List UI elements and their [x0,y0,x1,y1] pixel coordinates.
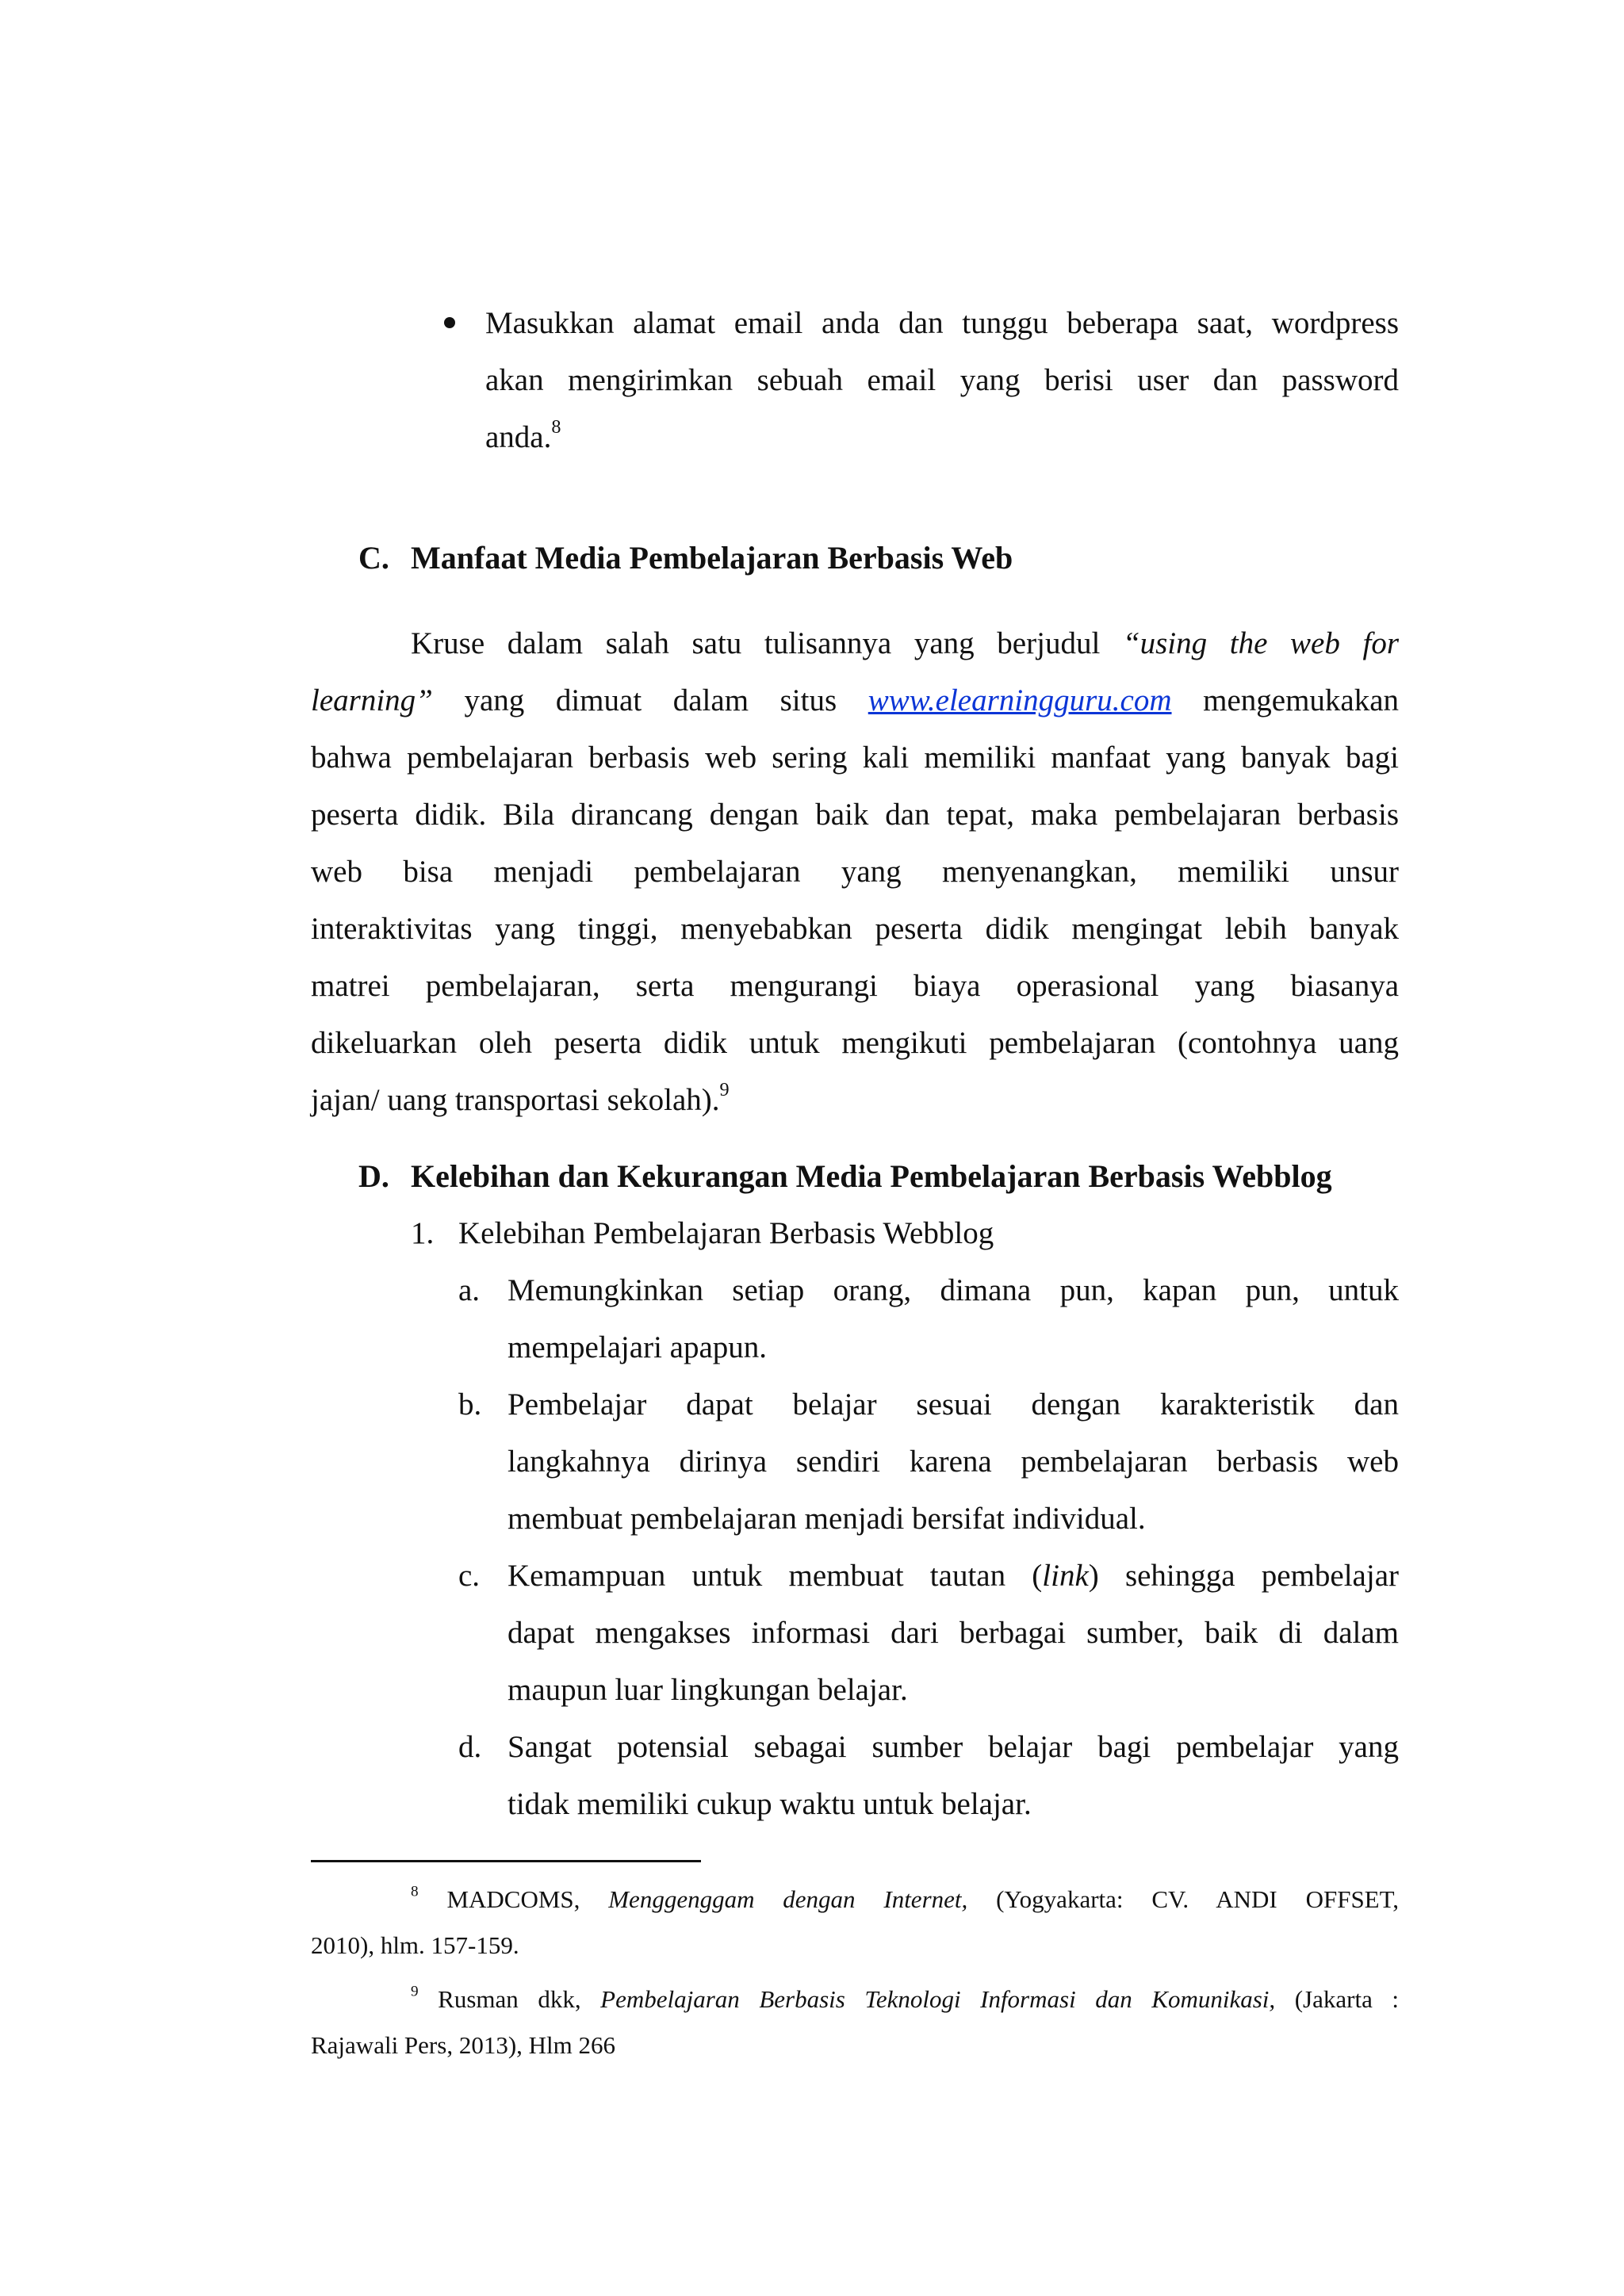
item-b-line-3: membuat pembelajaran menjadi bersifat individual. [508,1502,1146,1536]
item-b-label: b. [458,1387,482,1422]
bullet-line-1: Masukkan alamat email anda dan tunggu beberapa saat, wordpress [485,306,1399,340]
item-b-line-1: Pembelajar dapat belajar sesuai dengan karakteristik dan [508,1387,1399,1422]
elearningguru-link[interactable]: www.elearningguru.com [868,683,1172,718]
para-c-line-3: bahwa pembelajaran berbasis web sering kali memiliki manfaat yang banyak bagi [311,740,1399,775]
para-c-line-7: matrei pembelajaran, serta mengurangi biaya operasional yang biasanya [311,969,1399,1003]
para-c-line-9: jajan/ uang transportasi sekolah).$^9$ [311,1078,730,1117]
footnote-8-line-2: 2010), hlm. 157-159. [311,1931,519,1959]
footnote-9-line-1: $^9$ Rusman dkk, Pembelajaran Berbasis Teknologi Informasi dan Komunikasi, (Jakarta : [411,1983,1400,2013]
footnote-9-line-2: Rajawali Pers, 2013), Hlm 266 [311,2031,616,2059]
item-a-label: a. [458,1273,481,1307]
para-c-line-2: learning” yang dimuat dalam situs www.elearningguru.com mengemukakan [311,683,1400,718]
bullet-line-3: anda.$^8$ [485,415,561,454]
para-c-line-6: interaktivitas yang tinggi, menyebabkan peserta didik mengingat lebih banyak [311,912,1399,946]
sub1-title: Kelebihan Pembelajaran Berbasis Webblog [458,1216,994,1250]
item-c-line-1: Kemampuan untuk membuat tautan (link) sehingga pembelajar [508,1559,1399,1593]
item-b-line-2: langkahnya dirinya sendiri karena pembelajaran berbasis web [508,1445,1399,1479]
footnote-8-line-1: $^8$ MADCOMS, Menggenggam dengan Internet, (Yogyakarta: CV. ANDI OFFSET, [411,1883,1400,1913]
para-c-line-4: peserta didik. Bila dirancang dengan baik dan tepat, maka pembelajaran berbasis [311,798,1399,832]
footnote-ref-8[interactable]: 8 [551,415,561,438]
item-d-label: d. [458,1730,482,1764]
para-c-line-1: Kruse dalam salah satu tulisannya yang berjudul “using the web for [411,626,1400,660]
sub1-label: 1. [411,1216,435,1250]
para-c-line-8: dikeluarkan oleh peserta didik untuk mengikuti pembelajaran (contohnya uang [311,1026,1399,1060]
para-c-line-5: web bisa menjadi pembelajaran yang menyenangkan, memiliki unsur [311,855,1399,889]
bullet-icon [444,317,455,328]
footnote-ref-9[interactable]: 9 [719,1078,730,1100]
item-d-line-2: tidak memiliki cukup waktu untuk belajar. [508,1787,1032,1821]
item-c-line-2: dapat mengakses informasi dari berbagai sumber, baik di dalam [508,1616,1399,1650]
bullet-line-2: akan mengirimkan sebuah email yang berisi user dan password [485,363,1399,397]
footnote-separator [311,1860,701,1862]
section-c-title: Manfaat Media Pembelajaran Berbasis Web [411,540,1013,576]
section-c-label: C. [358,540,389,576]
item-a-line-2: mempelajari apapun. [508,1330,768,1364]
section-d-title: Kelebihan dan Kekurangan Media Pembelajaran Berbasis Webblog [411,1158,1332,1194]
item-c-label: c. [458,1559,481,1593]
section-d-label: D. [358,1158,389,1194]
item-d-line-1: Sangat potensial sebagai sumber belajar bagi pembelajar yang [508,1730,1399,1764]
item-a-line-1: Memungkinkan setiap orang, dimana pun, kapan pun, untuk [508,1273,1399,1307]
item-c-line-3: maupun luar lingkungan belajar. [508,1673,908,1707]
